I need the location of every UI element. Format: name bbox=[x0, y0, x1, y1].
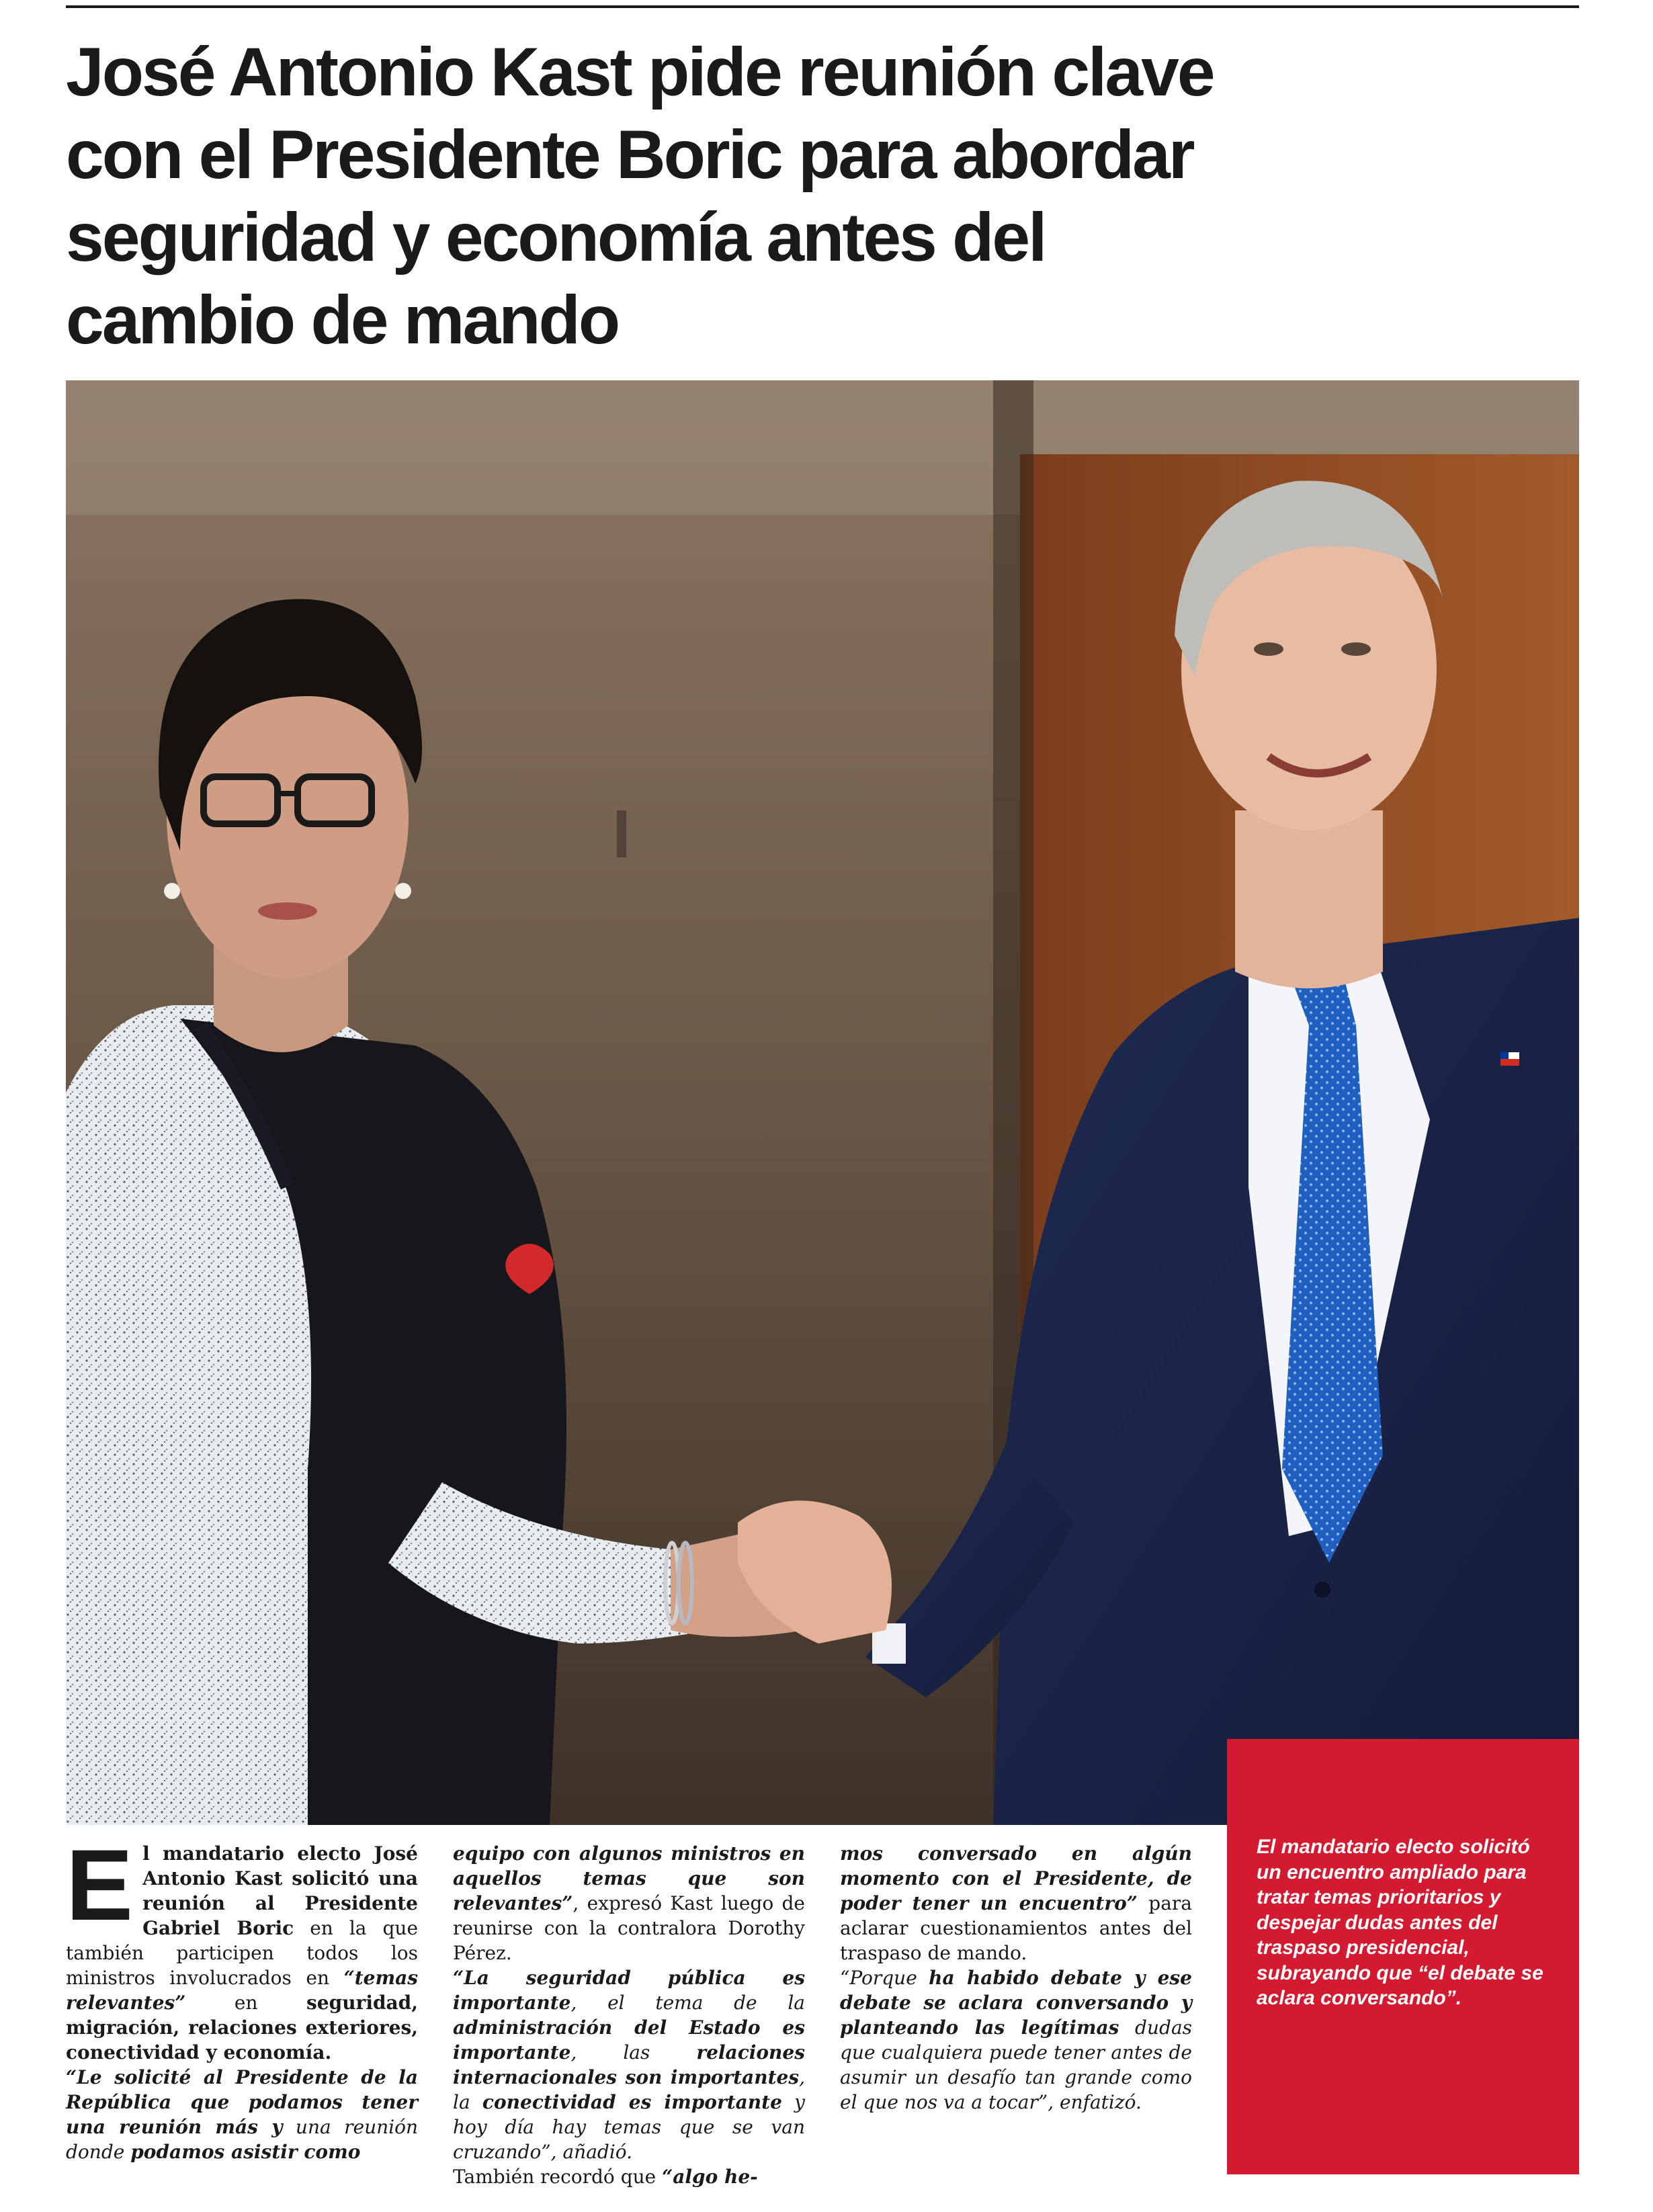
headline bbox=[66, 31, 1584, 361]
quote-bold: “algo he- bbox=[662, 2166, 758, 2188]
headline-line-2: con el Presidente Boric para abordar bbox=[66, 116, 1193, 193]
quote-bold: “Le solicité al Presidente de la República que podamos tener una reunión más y bbox=[66, 2066, 418, 2138]
quote-text: , la bbox=[453, 2066, 805, 2113]
text: en bbox=[185, 1992, 307, 2014]
paragraph bbox=[840, 1841, 1192, 1965]
quote-text: dudas que cualquiera puede tener antes de asumir un desafío tan grande como el que nos va a tocar”, enfatizó. bbox=[840, 2016, 1193, 2113]
text-bold: seguridad, migración, relaciones exteriores, conectividad y economía. bbox=[66, 1992, 418, 2064]
text: en la que también participen todos los ministros involucrados en bbox=[66, 1917, 419, 1989]
news-photo-handshake bbox=[66, 380, 1579, 1825]
quote-text: “Porque bbox=[840, 1967, 929, 1989]
article-column-1 bbox=[66, 1828, 419, 2164]
text: , expresó Kast luego de reunirse con la contralora Dorothy Pérez. bbox=[453, 1892, 805, 1964]
quote-bold: ha habido debate y ese debate se aclara conversando y planteando las legítimas bbox=[840, 1967, 1192, 2039]
quote-text: una reunión donde bbox=[66, 2116, 418, 2163]
text: También recordó que bbox=[453, 2166, 663, 2188]
drop-cap: E bbox=[66, 1828, 134, 1941]
article-column-2 bbox=[453, 1841, 805, 2189]
quote-text: , el tema de la bbox=[570, 1992, 805, 2014]
article-column-3 bbox=[840, 1841, 1192, 2115]
headline-line-1: José Antonio Kast pide reunión clave bbox=[66, 34, 1214, 110]
text-bold: l mandatario electo José Antonio Kast solicitó una reunión al Presidente Gabriel Boric bbox=[142, 1842, 418, 1939]
headline-line-4: cambio de mando bbox=[66, 282, 619, 358]
quote-bold: podamos asistir como bbox=[130, 2141, 361, 2163]
quote-bold: conectividad es importante bbox=[482, 2091, 782, 2113]
paragraph bbox=[453, 2164, 805, 2189]
top-rule bbox=[66, 5, 1579, 8]
paragraph bbox=[840, 1965, 1192, 2115]
paragraph bbox=[66, 1828, 419, 2065]
paragraph bbox=[66, 2065, 418, 2164]
paragraph bbox=[453, 1841, 805, 1965]
quote-bold: administración del Estado es importante bbox=[453, 2016, 805, 2064]
quote-bold: relaciones internacionales son importantes bbox=[453, 2041, 805, 2088]
quote-bold: equipo con algunos ministros en aquellos temas que son relevantes” bbox=[453, 1842, 805, 1914]
quote-text: , las bbox=[570, 2041, 697, 2064]
quote-bold: “La seguridad pública es importante bbox=[453, 1967, 805, 2014]
summary-text: El mandatario electo solicitó un encuentro ampliado para tratar temas prioritarios y despejar dudas antes del traspaso presidencial, subrayando que “el debate se aclara conversando”. bbox=[1257, 1836, 1543, 2009]
quote-bold: mos conversado en algún momento con el Presidente, de poder tener un encuentro” bbox=[840, 1842, 1192, 1914]
summary-box bbox=[1227, 1739, 1579, 2174]
headline-line-3: seguridad y economía antes del bbox=[66, 199, 1046, 275]
paragraph bbox=[453, 1965, 805, 2164]
quote-text: y hoy día hay temas que se van cruzando”, añadió. bbox=[453, 2091, 805, 2163]
quote-bold: “temas relevantes” bbox=[66, 1967, 418, 2014]
text: para aclarar cuestionamientos antes del traspaso de mando. bbox=[840, 1892, 1192, 1964]
